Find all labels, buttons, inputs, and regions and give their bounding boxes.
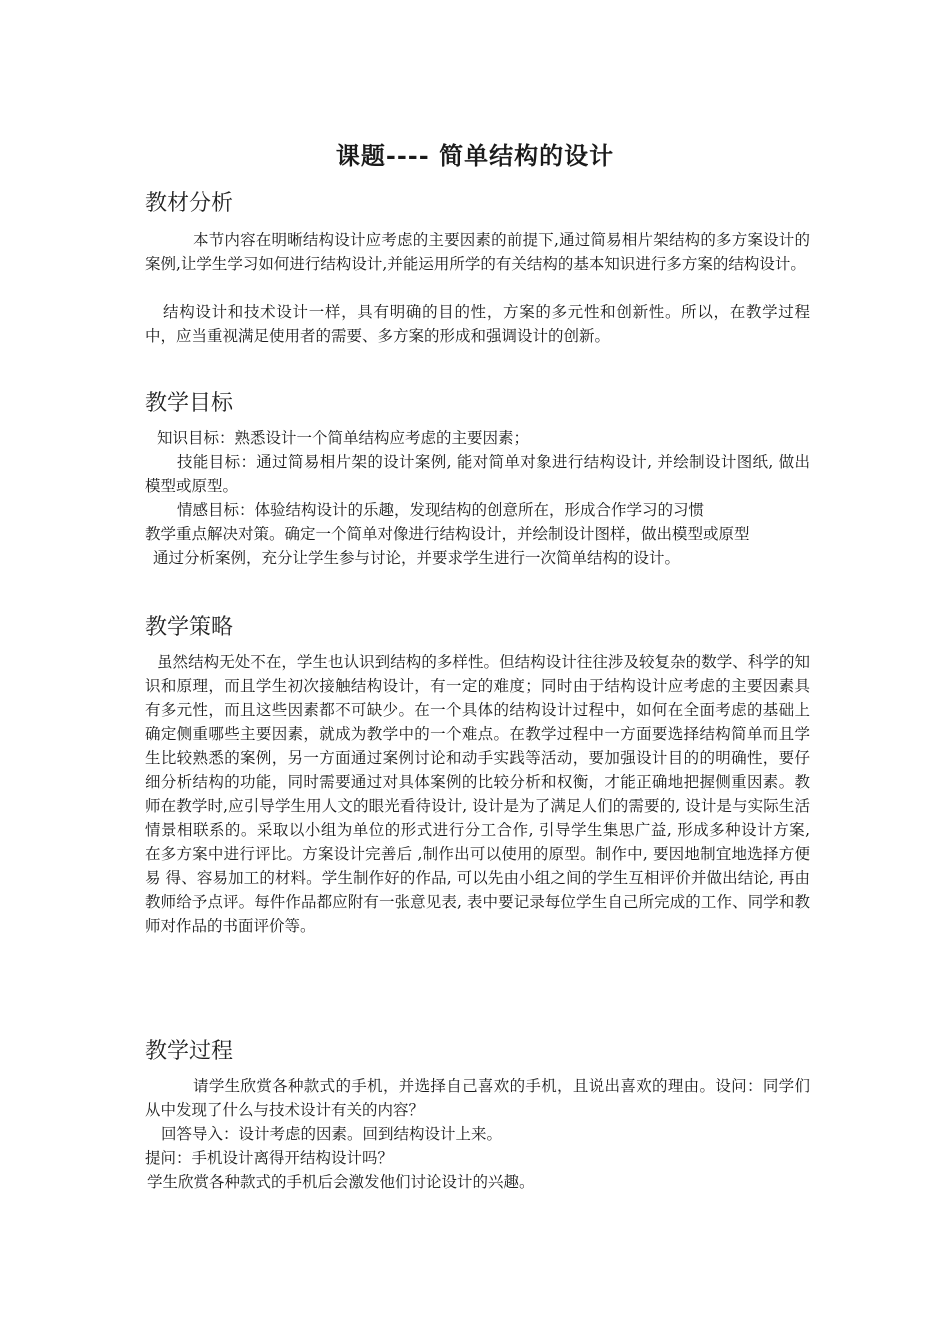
- section-heading-process: 教学过程: [145, 1039, 234, 1064]
- strategy-paragraph: 虽然结构无处不在，学生也认识到结构的多样性。但结构设计往往涉及较复杂的数学、科学的知识和原理，而且学生初次接触结构设计，有一定的难度；同时由于结构设计应考虑的主要因素具有多元性，而且这些因素都不可缺少。在一个具体的结构设计过程中，如何在全面考虑的基础上确定侧重哪些主要因素，就成为教学中的一个难点。在教学过程中一方面要选择结构简单而且学生比较熟悉的案例，另一方面通过案例讨论和动手实践等活动，要加强设计目的的明确性，要仔细分析结构的功能，同时需要通过对具体案例的比较分析和权衡，才能正确地把握侧重因素。教师在教学时,应引导学生用人文的眼光看待设计, 设计是为了满足人们的需要的, 设计是与实际生活情景相联系的。采取以小组为单位的形式进行分工合作, 引导学生集思广益, 形成多种设计方案, 在多方案中进行评比。方案设计完善后 ,制作出可以使用的原型。制作中, 要因地制宜地选择方便易 得、容易加工的材料。学生制作好的作品, 可以先由小组之间的学生互相评价并做出结论, 再由教师给予点评。每件作品都应附有一张意见表, 表中要记录每位学生自己所完成的工作、同学和教师对作品的书面评价等。: [145, 653, 810, 935]
- objective-approach: 通过分析案例，充分让学生参与讨论，并要求学生进行一次简单结构的设计。: [153, 549, 681, 567]
- process-line-answer: 回答导入：设计考虑的因素。回到结构设计上来。: [161, 1125, 503, 1143]
- process-line-question: 提问：手机设计离得开结构设计吗？: [145, 1149, 394, 1167]
- process-line-outcome: 学生欣赏各种款式的手机后会激发他们讨论设计的兴趣。: [147, 1173, 535, 1191]
- page-title: 课题---- 简单结构的设计: [335, 141, 615, 170]
- materials-paragraph-2: 结构设计和技术设计一样，具有明确的目的性，方案的多元性和创新性。所以，在教学过程中，应当重视满足使用者的需要、多方案的形成和强调设计的创新。: [145, 303, 810, 345]
- objective-key-points: 教学重点解决对策。确定一个简单对像进行结构设计，并绘制设计图样，做出模型或原型: [145, 525, 750, 543]
- objective-emotion: 情感目标：体验结构设计的乐趣，发现结构的创意所在，形成合作学习的习惯: [177, 501, 705, 519]
- section-heading-objectives: 教学目标: [145, 391, 234, 416]
- section-heading-materials: 教材分析: [145, 191, 234, 216]
- section-heading-strategy: 教学策略: [145, 615, 234, 640]
- objective-knowledge: 知识目标：熟悉设计一个简单结构应考虑的主要因素；: [157, 429, 530, 447]
- process-paragraph-1: 请学生欣赏各种款式的手机，并选择自己喜欢的手机，且说出喜欢的理由。设问：同学们从中发现了什么与技术设计有关的内容？: [145, 1077, 810, 1119]
- materials-paragraph-1: 本节内容在明晰结构设计应考虑的主要因素的前提下,通过简易相片架结构的多方案设计的案例,让学生学习如何进行结构设计,并能运用所学的有关结构的基本知识进行多方案的结构设计。: [145, 231, 810, 273]
- objective-skill: 技能目标：通过简易相片架的设计案例, 能对简单对象进行结构设计, 并绘制设计图纸, 做出模型或原型。: [145, 453, 810, 495]
